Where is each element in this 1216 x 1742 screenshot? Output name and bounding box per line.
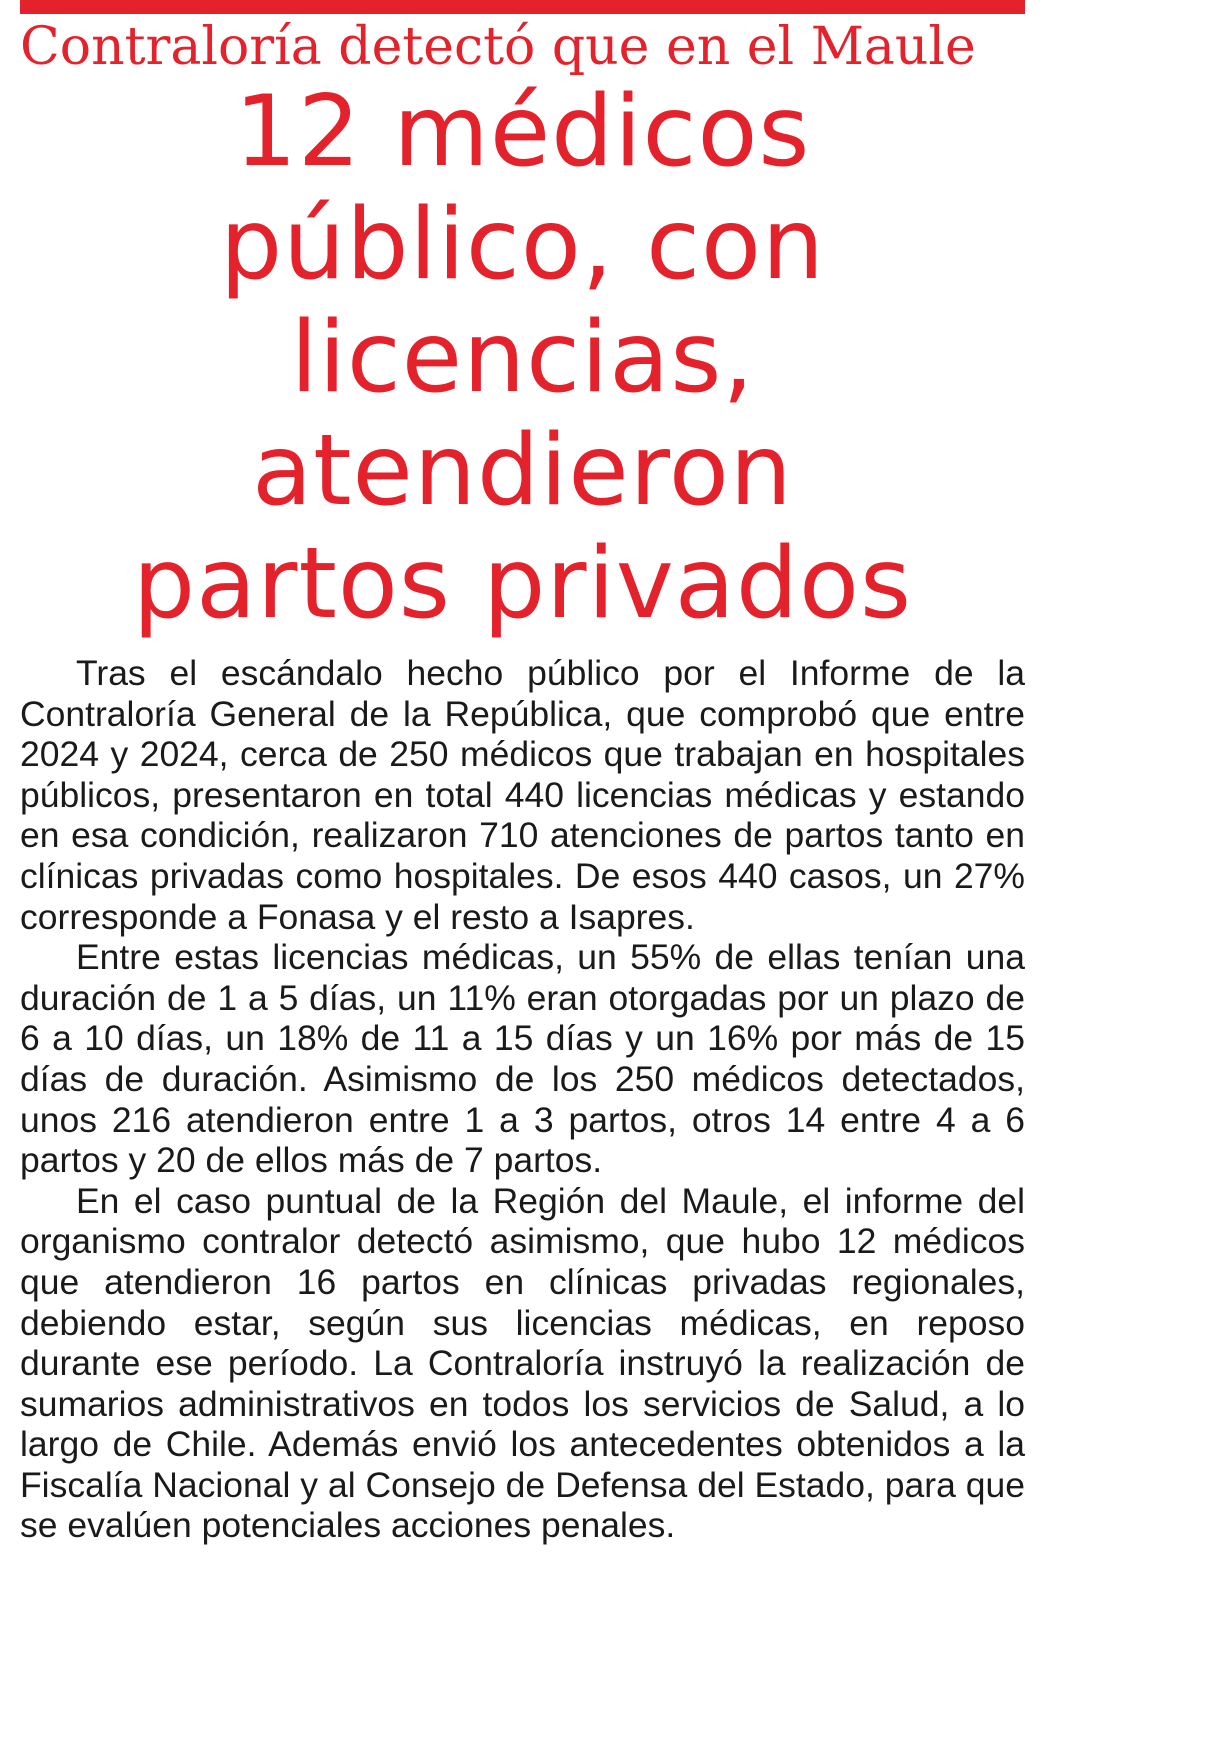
headline-line-2: público, con	[219, 188, 826, 302]
headline-line-3: licencias,	[290, 301, 755, 415]
article-body	[20, 653, 1025, 1546]
body-paragraph-3: En el caso puntual de la Región del Maule, el informe del organismo contralor detectó asimismo, que hubo 12 médicos que atendieron 16 partos en clínicas privadas regionales, debiendo estar, según sus licencias médicas, en reposo durante ese período. La Contraloría instruyó la realización de sumarios administrativos en todos los servicios de Salud, a lo largo de Chile. Además envió los antecedentes obtenidos a la Fiscalía Nacional y al Consejo de Defensa del Estado, para que se evalúen potenciales acciones penales.	[20, 1180, 1025, 1546]
article-kicker: Contraloría detectó que en el Maule	[20, 17, 976, 77]
article-headline	[20, 76, 1025, 641]
body-paragraph-1: Tras el escándalo hecho público por el Informe de la Contraloría General de la República, que comprobó que entre 2024 y 2024, cerca de 250 médicos que trabajan en hospitales públicos, presentaron en total 440 licencias médicas y estando en esa condición, realizaron 710 atenciones de partos tanto en clínicas privadas como hospitales. De esos 440 casos, un 27% corresponde a Fonasa y el resto a Isapres.	[20, 653, 1025, 937]
headline-line-5: partos privados	[132, 527, 913, 641]
headline-line-1: 12 médicos	[234, 75, 811, 189]
headline-line-4: atendieron	[252, 414, 793, 528]
body-paragraph-2: Entre estas licencias médicas, un 55% de ellas tenían una duración de 1 a 5 días, un 11% eran otorgadas por un plazo de 6 a 10 días, un 18% de 11 a 15 días y un 16% por más de 15 días de duración. Asimismo de los 250 médicos detectados, unos 216 atendieron entre 1 a 3 partos, otros 14 entre 4 a 6 partos y 20 de ellos más de 7 partos.	[20, 937, 1025, 1181]
top-red-rule	[20, 0, 1025, 14]
news-article	[20, 0, 1025, 1546]
